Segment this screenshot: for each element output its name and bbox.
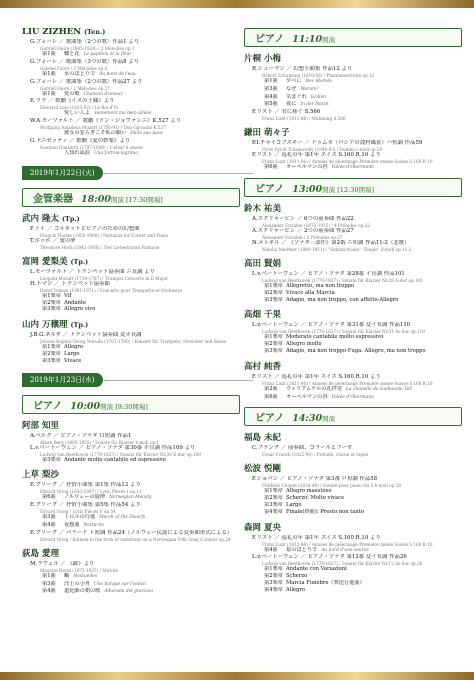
movement-title: トロルの行進 xyxy=(64,514,96,521)
work-title: L.v.ベートーヴェン ／ ピアノ・ソナタ 第31番 変イ長調 作品110 xyxy=(252,322,411,329)
movement-title: Allegro vivo xyxy=(64,306,96,313)
movement-number: 第3楽章 xyxy=(264,501,283,508)
work-title: M.ラヴェル ／ 《鏡》より xyxy=(30,560,95,567)
movement-row xyxy=(22,522,240,530)
performer-name-text: 阿部 知里 xyxy=(22,420,59,431)
performer-name xyxy=(244,202,462,214)
movement-number: 第2楽章 xyxy=(264,495,283,502)
performer-name xyxy=(244,431,462,443)
work-subtitle: Edvard Grieg / Ballade in the form of variations on a Norwegian Folk Song G minor op.24 xyxy=(40,536,231,542)
performer-name xyxy=(22,547,240,559)
movement-number: 第1曲 xyxy=(42,90,56,97)
movement-number: 第6曲 xyxy=(42,494,56,501)
movement-number: 第1楽章 xyxy=(264,566,283,573)
work-subtitle: Franz Liszt (1811-86) / Années de pèlerinage Première année Suisse S.160 R.10 xyxy=(262,380,433,386)
movement-title: Allegro molto xyxy=(286,341,322,348)
movement-title-en: Dalla sua pace xyxy=(130,131,163,137)
work-title: N.メトネル ／ 《ソナタ三部作》第2番 ニ短調 作品11-2（悲歌） xyxy=(252,239,410,246)
movement-row xyxy=(244,78,462,86)
work-title: L.モーツァルト ／ トランペット協奏曲 ニ長調 より xyxy=(30,268,155,275)
movement-title: Andante con Variazioni xyxy=(286,566,347,573)
session-time: 14:30 xyxy=(292,413,323,425)
movement-row xyxy=(244,86,462,94)
session-header xyxy=(244,407,462,426)
movement-number: 第2楽章 xyxy=(264,573,283,580)
movement-title: Allegretto, ma non troppo xyxy=(286,282,355,289)
movement-title: 蛾 xyxy=(64,572,70,579)
movement-title: Allegro xyxy=(286,586,306,593)
performer-name xyxy=(22,468,240,480)
performer-name-text: 鈴木 祐美 xyxy=(244,203,281,214)
movement-row xyxy=(244,283,462,290)
movement-row xyxy=(22,514,240,522)
session-note: 開演 xyxy=(322,36,336,44)
work-title: E.グリーグ ／ バラード ト短調 作品24（ノルウェー民謡による変奏曲形式による） xyxy=(30,529,233,536)
movement-title: オーベルマンの谷 xyxy=(286,393,328,400)
movement-row xyxy=(22,358,240,365)
movement-title-en: Alborada del gracioso xyxy=(104,589,154,595)
movement-number: 第2楽章 xyxy=(42,350,61,357)
work-subtitle: Alexander Scriabin (1872-1915) / 4 Préludes op.22 xyxy=(262,222,370,228)
movement-number: 第1楽章 xyxy=(264,488,283,495)
movement-row xyxy=(244,101,462,109)
movement-row xyxy=(22,306,240,313)
performer-role: (Tp.) xyxy=(70,321,89,330)
performer-name xyxy=(22,419,240,431)
work-title: G.フォーレ ／ 歌曲集〈2つの歌〉作品1 より xyxy=(30,39,140,45)
movement-title: Adagio, ma non troppo-Fuga. Allegro, ma non troppo xyxy=(286,347,426,354)
movement-title: Adagio, ma non troppo, con affetto-Allegro xyxy=(286,296,399,303)
movement-title-en: Warum? xyxy=(300,86,319,92)
movement-row xyxy=(22,573,240,581)
work-subtitle: Pyotr Ilyich Tchaikovsky (1840-93) / Dumka c-moll op.59 xyxy=(262,147,383,153)
movement-number: 第1曲 xyxy=(42,70,56,77)
gold-border-bottom xyxy=(0,672,474,680)
movement-title-en: Norwegian Melody xyxy=(109,495,152,501)
movement-row xyxy=(244,502,462,509)
work-subtitle: Gabriel Fauré / 3 Mélodies op.8 xyxy=(40,65,108,71)
movement-row xyxy=(244,394,462,402)
movement-title: Marcia Funebre（葬送行進曲） xyxy=(286,579,365,586)
movement-title: Largo xyxy=(64,350,80,357)
performer-name-text: 高村 純香 xyxy=(244,361,281,372)
performer-name-text: 松波 悦剛 xyxy=(244,464,281,475)
movement-number: 第3曲 xyxy=(264,85,278,92)
movement-row xyxy=(22,110,240,118)
session-note: 開演 [12:30開場] xyxy=(322,185,375,194)
work-subtitle: Alexander Scriabin / 2 Préludes op.27 xyxy=(262,234,343,240)
movement-row xyxy=(22,150,240,158)
movement-title: Scherzo: Molto vivace xyxy=(286,495,345,502)
session-title: ピアノ xyxy=(255,413,285,425)
movement-title: Vif xyxy=(64,292,72,299)
movement-row xyxy=(22,457,240,464)
movement-number: 第2楽章 xyxy=(264,341,283,348)
work-subtitle: Édouard Lalo (1823-92) / Le Roi d'Ys xyxy=(40,105,119,111)
movement-title: Allegro maestoso xyxy=(286,488,332,495)
session-title: 金管楽器 xyxy=(33,193,73,205)
work-subtitle: Edvard Grieg (1843-1907) / Lyric Pieces I op.12 xyxy=(40,489,142,495)
movement-number: 第4楽章 xyxy=(264,586,283,593)
work-title: F.トイ ／ コルネットとピアノのための幻想曲 xyxy=(30,225,140,232)
movement-number: 第5曲 xyxy=(264,101,278,108)
movement-title: Largo xyxy=(286,501,302,508)
movement-row xyxy=(244,495,462,502)
performer-name xyxy=(22,255,240,267)
work-title: E.グリーグ ／ 抒情小曲集 第5集 作品54 より xyxy=(30,502,141,509)
movement-number: 第6曲 xyxy=(264,164,278,171)
performer-name xyxy=(244,257,462,269)
session-time: 11:10 xyxy=(292,34,323,45)
movement-title-en: In der Nacht xyxy=(300,102,329,108)
work-title: T.ホッホ ／ 愛の夢 xyxy=(30,237,76,244)
movement-number: 第2曲 xyxy=(264,385,278,392)
performer-name xyxy=(244,462,462,474)
gold-border-top xyxy=(0,0,474,8)
work-title: H.トマジ ／ トランペット協奏曲 xyxy=(30,280,110,287)
movement-row xyxy=(244,580,462,587)
movement-number: 第3楽章 xyxy=(264,579,283,586)
movement-row xyxy=(244,488,462,495)
movement-row xyxy=(244,341,462,348)
work-subtitle: Wolfgang Amadeus Mozart (1756-91) / Don Giovanni K.527 xyxy=(40,125,166,131)
movement-title-en: Una furtiva lagrima xyxy=(93,150,138,156)
movement-row xyxy=(22,130,240,138)
session-time: 18:00 xyxy=(81,193,111,205)
movement-number: 第4曲 xyxy=(264,93,278,100)
performer-name-text: 富岡 愛梨美 xyxy=(22,256,68,267)
work-subtitle: Gabriel Fauré / 2 Mélodies op.27 xyxy=(40,85,110,91)
movement-row xyxy=(244,566,462,573)
performer-role: (Tp.) xyxy=(70,257,89,266)
performer-name xyxy=(22,318,240,330)
performer-name-text: 片桐 小梅 xyxy=(244,54,281,64)
work-subtitle: Johann Baptist Georg Neruda (1707-1780) / Konzert für Trompete, Streicher und Basso xyxy=(40,339,227,345)
movement-row xyxy=(244,290,462,297)
movement-number: 第4曲 xyxy=(42,588,56,595)
work-subtitle: Leopold Mozart (1719-1787) / Trumpet Concerto in D Major xyxy=(40,275,169,281)
work-subtitle: Robert Schumann (1810-56) / Phantasiestücke op.12 xyxy=(262,73,375,78)
work-title: F.ショパン ／ ピアノ・ソナタ 第3番 ロ短調 作品58 xyxy=(252,476,378,483)
work-title: F.リスト ／ 巡礼の年 第1年 スイス S.160 R.10 より xyxy=(252,534,381,541)
movement-title: 蝶と花 xyxy=(64,51,80,57)
movement-title-en: Au bord de l'eau xyxy=(99,71,136,77)
session-time: 13:00 xyxy=(292,183,323,195)
work-subtitle: César Franck (1822-90) / Prélude, choral et fugue xyxy=(262,452,369,458)
movement-title: 愛しい人よ xyxy=(64,110,90,117)
movement-number: 第4曲 xyxy=(42,521,56,528)
movement-title-en: Vallée d'Obermann xyxy=(331,165,374,171)
performer-name-text: 高畑 千果 xyxy=(244,310,281,321)
movement-number: 第2楽章 xyxy=(264,289,283,296)
movement-title-en: March of the Dwarfs xyxy=(99,515,146,521)
session-header xyxy=(22,395,240,414)
movement-number: 第1曲 xyxy=(264,78,278,84)
session-note: 開演 xyxy=(322,415,336,424)
work-subtitle: Francis Thome (1850-1909) / Fantaisie for Cornet and Piano xyxy=(40,232,169,238)
performer-name-text: 福島 未紀 xyxy=(244,433,281,444)
movement-title: なぜ xyxy=(286,85,297,92)
movement-title: オーベルマンの谷 xyxy=(286,164,328,171)
movement-row xyxy=(22,91,240,99)
performer-name xyxy=(244,360,462,372)
performer-name xyxy=(244,126,462,138)
work-title: J.B.G.ネルダ ／ トランペット協奏曲 変ホ長調 xyxy=(30,332,142,339)
session-note: 開演 [9:30開場] xyxy=(100,402,148,411)
movement-row xyxy=(22,581,240,589)
work-subtitle: Maurice Ravel (1875-1937) / Miroirs xyxy=(40,567,118,573)
movement-number: 第1楽章 xyxy=(264,282,283,289)
date-banner: 2019年1月23日(水) xyxy=(22,373,103,387)
movement-number: 第3楽章 xyxy=(264,296,283,303)
movement-row xyxy=(244,348,462,355)
movement-title-en: Au bord d'une source xyxy=(321,547,369,553)
movement-title: Andante molto cantabile ed espressivo xyxy=(64,456,166,463)
movement-title-en: Chanson d'amour xyxy=(83,91,123,97)
work-title: C.フランク ／ 前奏曲、コラールとフーガ xyxy=(252,445,353,452)
movement-number: 第1楽章 xyxy=(42,292,61,299)
movement-row xyxy=(22,588,240,596)
performer-name-text: LIU ZIZHEN xyxy=(22,27,81,37)
movement-title-en: Grillen xyxy=(310,94,327,100)
program-column-left xyxy=(22,22,240,596)
work-title: A.ベルク ／ ピアノ・ソナタ 口短調 作品1 xyxy=(30,432,132,439)
work-title: W.A.モーツァルト ／ 歌劇《ドン・ジョヴァンニ》K.527 より xyxy=(30,118,182,125)
performer-role: (Ten.) xyxy=(83,28,106,36)
performer-name-text: 武内 隆太 xyxy=(22,213,59,224)
performer-name xyxy=(244,308,462,320)
work-subtitle: Theodore Hoch (1842-1906) / Der Liebestraum Fantasie xyxy=(40,244,160,250)
movement-title: Allegro xyxy=(64,344,84,351)
work-title: R.シューマン ／ 幻想小曲集 作品12 より xyxy=(252,66,353,72)
movement-number: 第1曲 xyxy=(42,51,56,57)
movement-number: 第4楽章 xyxy=(264,508,283,515)
movement-row xyxy=(22,351,240,358)
movement-title: Scherzo xyxy=(286,573,308,580)
movement-title: 道化師の朝の歌 xyxy=(64,588,101,595)
movement-row xyxy=(22,344,240,351)
movement-row xyxy=(244,334,462,341)
session-time: 10:00 xyxy=(70,400,101,412)
work-title: L.v.ベートーヴェン ／ ピアノ・ソナタ 第12番 変イ長調 作品26 xyxy=(252,554,407,561)
performer-name-text: 森岡 夏央 xyxy=(244,522,281,533)
movement-row xyxy=(22,494,240,502)
movement-row xyxy=(244,509,462,516)
movement-number: 第1楽章 xyxy=(42,344,61,351)
movement-title: 水のほとりで xyxy=(64,70,96,77)
work-subtitle: Ludwig van Beethoven (1770-1827) / Sonate für Klavier Nr.12 As-dur op.26 xyxy=(262,561,423,567)
performer-name xyxy=(244,52,462,64)
work-title: G.フォーレ ／ 歌曲集〈2つの歌〉作品27 より xyxy=(30,78,143,85)
movement-title-en: La chapelle de Guillaume Tell xyxy=(346,386,413,392)
work-title: A.スクリャービン ／ 6つの前奏曲 作品22 xyxy=(252,215,354,222)
movement-title: Vivace xyxy=(64,357,82,364)
movement-title: Moderato cantabile molto espressivo xyxy=(286,334,384,341)
work-title: G.フォーレ ／ 歌曲集〈3つの歌〉作品8 より xyxy=(30,58,140,65)
performer-name xyxy=(22,212,240,224)
work-subtitle: Alban Berg (1885-1935) / Sonate für Klavier h-moll op.1 xyxy=(40,439,160,445)
movement-title-en: Noctuelles xyxy=(73,573,97,579)
work-title: A.スクリャービン ／ 2つの前奏曲 作品27 xyxy=(252,227,354,234)
movement-number: 第6曲 xyxy=(264,393,278,400)
movement-row xyxy=(244,547,462,555)
movement-title-en: Vainement ma bien-aimée xyxy=(93,111,152,117)
work-subtitle: Franz Liszt (1811-86) / Années de pèlerinage Première année Suisse S.160 R.10 xyxy=(262,541,433,547)
work-subtitle: Franz Liszt (1811-86) / Années de pèlerinage Première année Suisse S.160 R.10 xyxy=(262,159,433,165)
session-note: 開演 [17:30開場] xyxy=(110,195,163,204)
date-banner: 2019年1月22日(火) xyxy=(22,166,103,180)
movement-row xyxy=(244,94,462,102)
work-title: E.ララ ／ 歌劇《イスの王様》より xyxy=(30,98,115,105)
movement-title: ウィリアムテルの礼拝堂 xyxy=(286,385,343,392)
movement-row xyxy=(244,573,462,580)
movement-number: 第3楽章 xyxy=(42,357,61,364)
movement-title: 泉のほとりで xyxy=(286,546,318,553)
performer-name-text: 荻島 愛理 xyxy=(22,548,59,559)
performer-name xyxy=(244,521,462,533)
movement-number: 第3楽章 xyxy=(42,456,61,463)
movement-number: 第4曲 xyxy=(264,546,278,553)
work-subtitle: Frédéric Chopin (1810-49) / Sonate pour piano No.3 b-moll op.58 xyxy=(262,483,402,489)
work-title: P.I.チャイコフスキー ／ ドゥムカ（ロシアの農村風景）ハ短調 作品59 xyxy=(252,140,423,147)
movement-row xyxy=(22,293,240,300)
performer-role: (Tp.) xyxy=(61,214,80,223)
work-subtitle: Gabriel Fauré (1845-1924) / 2 Mélodies op.1 xyxy=(40,46,135,51)
work-subtitle: Gaetano Donizetti (1797-1848) / L'elisir d'amore xyxy=(40,144,143,150)
program-column-right xyxy=(244,22,462,594)
session-title: ピアノ xyxy=(255,34,285,45)
movement-number: 第3楽章 xyxy=(264,347,283,354)
movement-number: 第2楽章 xyxy=(42,299,61,306)
movement-title: Vivace alla Marcia xyxy=(286,289,335,296)
movement-row xyxy=(244,164,462,172)
movement-row xyxy=(22,51,240,59)
movement-title: 洋上の小舟 xyxy=(64,580,90,587)
movement-title: 人知れぬ涙 xyxy=(64,149,90,156)
work-title: G.ドニゼッティ ／ 歌劇《愛の妙薬》より xyxy=(30,137,131,144)
movement-title: Andante xyxy=(64,299,86,306)
movement-title: Finale(終曲): Presto non tanto xyxy=(286,508,364,515)
movement-row xyxy=(22,71,240,79)
work-subtitle: Franz Liszt (1811-86) / Widmung S.566 xyxy=(262,116,346,122)
work-subtitle: Ludwig van Beethoven (1770-1827) / Sonate für Klavier Nr.30 E-dur op.109 xyxy=(40,451,201,457)
work-subtitle: Ludwig van Beethoven (1770-1827) / Sonate für Klavier Nr.28 A-dur op.101 xyxy=(262,277,423,283)
movement-title: 愛の歌 xyxy=(64,90,80,97)
movement-title: ノルウェーの旋律 xyxy=(64,494,106,501)
movement-title-en: Vallée d'Obermann xyxy=(331,394,374,400)
movement-row xyxy=(244,386,462,394)
work-title: F.リスト ／ 巡礼の年 第1年 スイス S.160 R.10 より xyxy=(252,152,381,159)
movement-title: 夕べに xyxy=(286,78,302,84)
movement-title-en: Notturno xyxy=(83,522,104,528)
movement-number: 第1曲 xyxy=(42,572,56,579)
movement-number: 第3曲 xyxy=(42,580,56,587)
movement-number: 第3曲 xyxy=(42,514,56,521)
movement-number: 第3楽章 xyxy=(42,306,61,313)
session-header xyxy=(22,188,240,207)
session-header xyxy=(244,178,462,197)
work-title: L.v.ベートーヴェン ／ ピアノ・ソナタ 第28番 イ長調 作品101 xyxy=(252,270,405,277)
movement-row xyxy=(22,300,240,307)
work-title: F.リスト ／ 君に捧ぐ S.566 xyxy=(252,109,321,116)
movement-number: 第1楽章 xyxy=(264,334,283,341)
performer-name-text: 高田 賢娟 xyxy=(244,258,281,269)
movement-title: 気まぐれ xyxy=(286,93,307,100)
work-title: L.v.ベートーヴェン ／ ピアノ・ソナタ 第30番 ホ長調 作品109 より xyxy=(30,444,196,451)
session-header xyxy=(244,28,462,47)
performer-name-text: 山内 万穣理 xyxy=(22,320,68,331)
work-subtitle: Ludwig van Beethoven (1770-1827) / Sonate für Klavier Nr.31 As-dur op.110 xyxy=(262,329,426,335)
movement-title-en: Le papillon et la fleur xyxy=(83,52,132,57)
movement-row xyxy=(244,297,462,304)
work-subtitle: Henri Tomasi (1901-1971) / Concerto pour Trompette et Orchestre xyxy=(40,287,183,293)
performer-name-text: 鎌田 萌々子 xyxy=(244,128,290,139)
session-title: ピアノ xyxy=(255,183,285,195)
work-subtitle: Nikolai Medtner (1880-1951) / "Sonata-triade" "Elegie" d-moll op.11-2 xyxy=(262,246,412,252)
work-subtitle: Edvard Grieg / Lyric Pieces V op.54 xyxy=(40,509,116,515)
session-title: ピアノ xyxy=(33,400,63,412)
work-title: E.グリーグ ／ 抒情小曲集 第1集 作品12 より xyxy=(30,482,141,489)
movement-title: 夜に xyxy=(286,101,297,108)
movement-title: 彼女の安らぎこそ私の願い xyxy=(64,130,127,137)
movement-title-en: Une barque sur l'océan xyxy=(93,581,146,587)
performer-name-text: 上草 梨沙 xyxy=(22,470,59,481)
movement-title: 夜想曲 xyxy=(64,521,80,528)
movement-title-en: Des Abends xyxy=(305,79,332,84)
performer-name xyxy=(22,27,240,37)
movement-row xyxy=(244,587,462,594)
work-title: F.リスト ／ 巡礼の年 第1年 スイス S.160 R.10 より xyxy=(252,373,381,380)
